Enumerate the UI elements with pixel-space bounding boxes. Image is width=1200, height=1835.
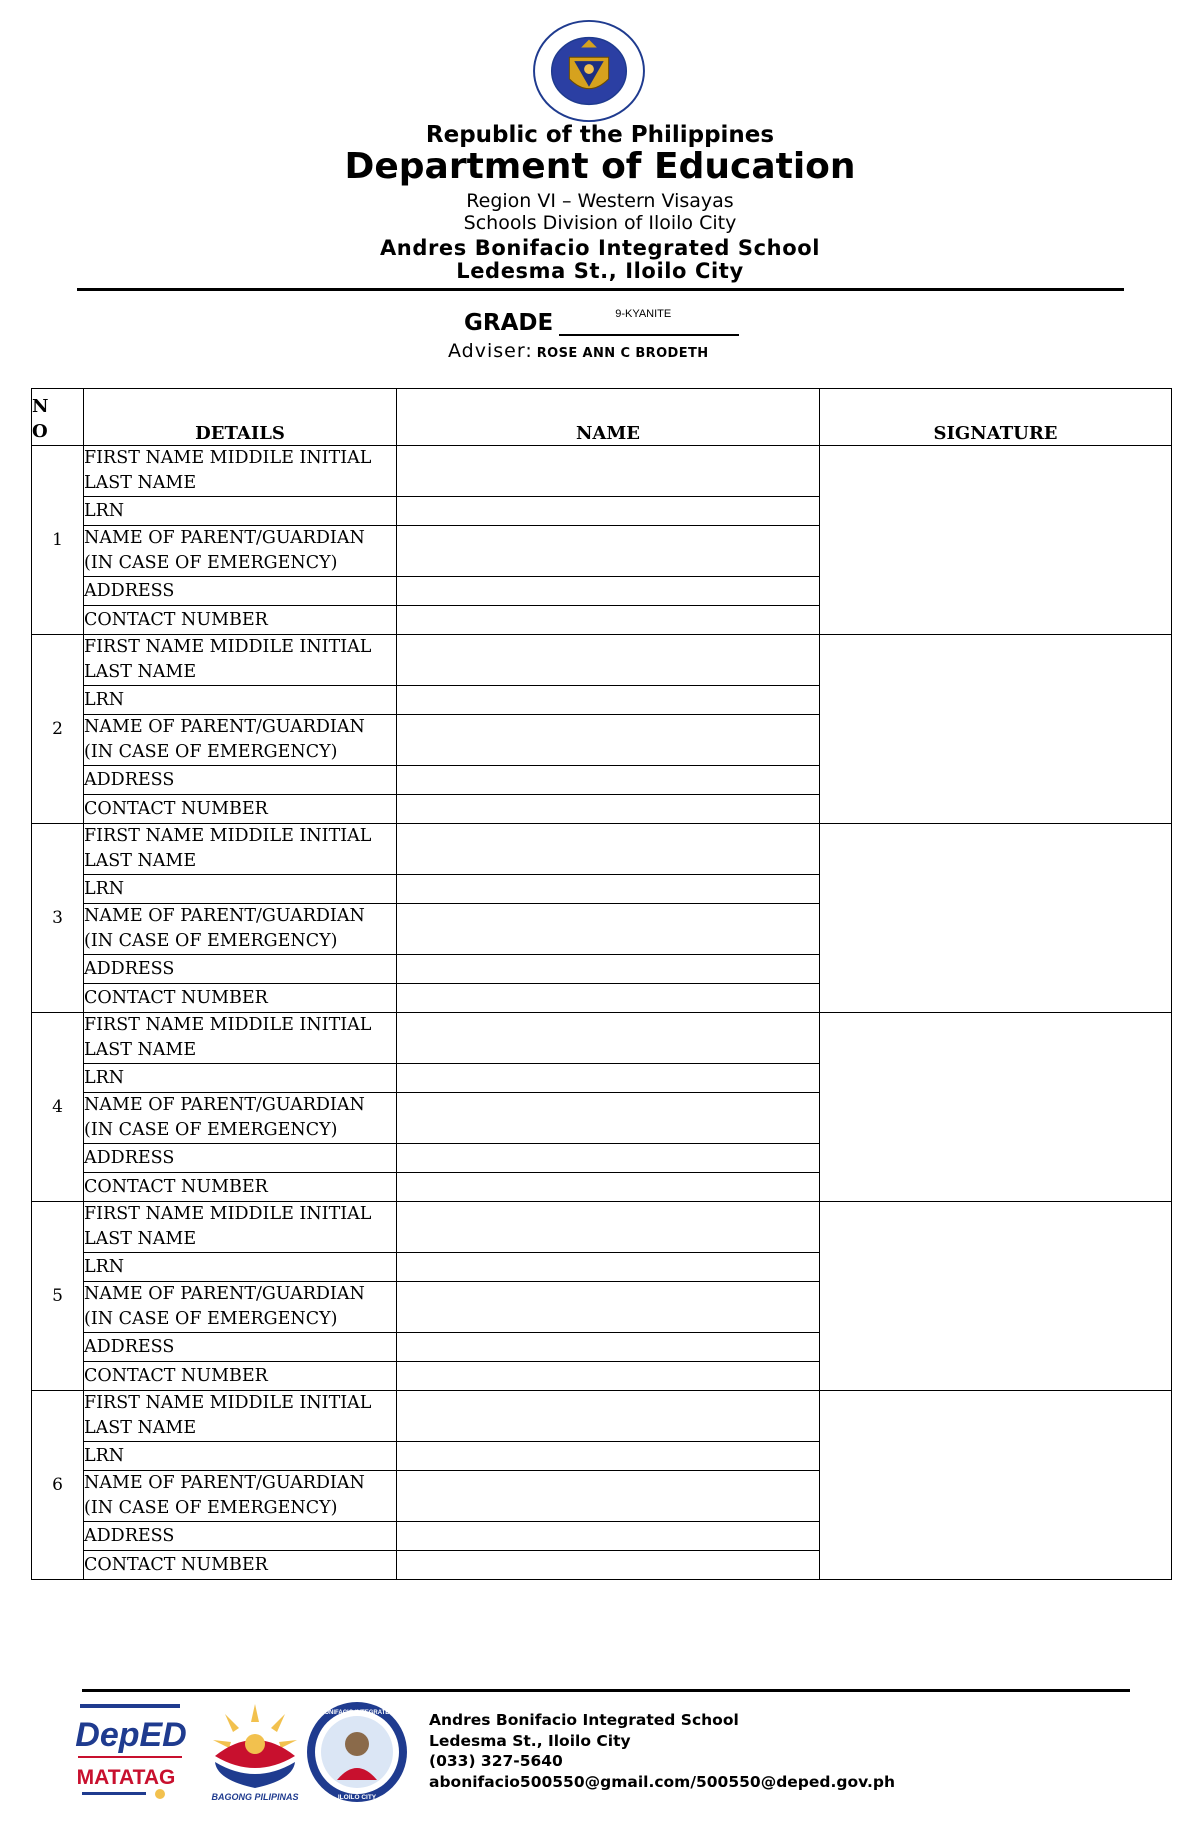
first-name-label-line: FIRST NAME MIDDILE INITIAL: [84, 1204, 372, 1224]
lrn-label: [84, 686, 397, 715]
bagong-pilipinas-logo: [205, 1700, 305, 1804]
address-label: [84, 1522, 397, 1551]
parent-guardian-label-line: (IN CASE OF EMERGENCY): [84, 1498, 338, 1518]
contact-label: [84, 1551, 397, 1580]
school-name: Andres Bonifacio Integrated School: [379, 236, 821, 260]
table-row: [32, 1202, 1172, 1253]
address-field[interactable]: [397, 766, 820, 795]
table-row: [32, 1391, 1172, 1442]
parent-guardian-label-line: NAME OF PARENT/GUARDIAN: [84, 1473, 365, 1493]
address-label-line: ADDRESS: [84, 1337, 175, 1357]
first-name-label-line: FIRST NAME MIDDILE INITIAL: [84, 826, 372, 846]
full-name-field[interactable]: [397, 1013, 820, 1064]
parent-guardian-label: [84, 526, 397, 577]
first-name-label-line: FIRST NAME MIDDILE INITIAL: [84, 1393, 372, 1413]
entry-number: 2: [32, 635, 84, 824]
parent-guardian-label-line: (IN CASE OF EMERGENCY): [84, 931, 338, 951]
contact-label-line: CONTACT NUMBER: [84, 799, 268, 819]
address-label: [84, 766, 397, 795]
lrn-field[interactable]: [397, 686, 820, 715]
col-header-signature: SIGNATURE: [820, 389, 1172, 446]
parent-guardian-label-line: (IN CASE OF EMERGENCY): [84, 553, 338, 573]
table-row: [32, 824, 1172, 875]
address-label-line: ADDRESS: [84, 770, 175, 790]
contact-field[interactable]: [397, 1173, 820, 1202]
footer-divider: [82, 1689, 1130, 1692]
parent-guardian-label: [84, 1282, 397, 1333]
entry-number: 1: [32, 446, 84, 635]
address-label: [84, 1144, 397, 1173]
parent-guardian-field[interactable]: [397, 1093, 820, 1144]
signature-field[interactable]: [820, 635, 1172, 824]
contact-field[interactable]: [397, 984, 820, 1013]
lrn-label: [84, 497, 397, 526]
contact-label: [84, 984, 397, 1013]
table-header-row: [32, 389, 1172, 446]
col-header-details: DETAILS: [84, 389, 397, 446]
contact-label: [84, 1173, 397, 1202]
parent-guardian-label: [84, 1093, 397, 1144]
first-name-label: [84, 824, 397, 875]
lrn-field[interactable]: [397, 875, 820, 904]
first-name-label-line: LAST NAME: [84, 1040, 197, 1060]
parent-guardian-label-line: (IN CASE OF EMERGENCY): [84, 1309, 338, 1329]
footer-school: Andres Bonifacio Integrated School: [429, 1711, 739, 1729]
first-name-label-line: FIRST NAME MIDDILE INITIAL: [84, 448, 372, 468]
parent-guardian-label-line: NAME OF PARENT/GUARDIAN: [84, 528, 365, 548]
entry-number: 6: [32, 1391, 84, 1580]
deped-seal-logo: [530, 18, 648, 124]
col-header-name: NAME: [397, 389, 820, 446]
parent-guardian-label-line: (IN CASE OF EMERGENCY): [84, 1120, 338, 1140]
footer-phone: (033) 327-5640: [429, 1752, 563, 1770]
lrn-label-line: LRN: [84, 1446, 125, 1466]
grade-line: [464, 308, 739, 336]
first-name-label-line: FIRST NAME MIDDILE INITIAL: [84, 637, 372, 657]
signature-field[interactable]: [820, 824, 1172, 1013]
lrn-field[interactable]: [397, 1064, 820, 1093]
grade-blank[interactable]: [559, 308, 739, 336]
first-name-label-line: LAST NAME: [84, 1229, 197, 1249]
address-field[interactable]: [397, 1144, 820, 1173]
contact-label: [84, 1362, 397, 1391]
department-title: Department of Education: [344, 146, 856, 187]
full-name-field[interactable]: [397, 824, 820, 875]
first-name-label: [84, 1013, 397, 1064]
entry-number: 4: [32, 1013, 84, 1202]
contact-label-line: CONTACT NUMBER: [84, 1177, 268, 1197]
address-field[interactable]: [397, 1522, 820, 1551]
lrn-label-line: LRN: [84, 1068, 125, 1088]
contact-field[interactable]: [397, 606, 820, 635]
region-text: Region VI – Western Visayas: [466, 190, 734, 212]
footer-contact: [429, 1710, 895, 1792]
lrn-label: [84, 1064, 397, 1093]
parent-guardian-field[interactable]: [397, 1282, 820, 1333]
student-info-table: [31, 388, 1172, 1580]
lrn-label-line: LRN: [84, 501, 125, 521]
contact-field[interactable]: [397, 1362, 820, 1391]
table-row: [32, 1013, 1172, 1064]
adviser-label: Adviser:: [448, 340, 533, 362]
address-label-line: ADDRESS: [84, 1148, 175, 1168]
parent-guardian-label-line: NAME OF PARENT/GUARDIAN: [84, 717, 365, 737]
svg-text:DepED: DepED: [75, 1716, 187, 1754]
parent-guardian-label-line: NAME OF PARENT/GUARDIAN: [84, 906, 365, 926]
first-name-label-line: LAST NAME: [84, 473, 197, 493]
parent-guardian-label: [84, 904, 397, 955]
full-name-field[interactable]: [397, 1391, 820, 1442]
signature-field[interactable]: [820, 1202, 1172, 1391]
contact-field[interactable]: [397, 795, 820, 824]
grade-value: 9-KYANITE: [615, 308, 672, 320]
lrn-label-line: LRN: [84, 1257, 125, 1277]
entry-number: 3: [32, 824, 84, 1013]
lrn-label: [84, 1442, 397, 1471]
first-name-label: [84, 1391, 397, 1442]
first-name-label: [84, 1202, 397, 1253]
adviser-value: ROSE ANN C BRODETH: [536, 346, 709, 361]
footer-address: Ledesma St., Iloilo City: [429, 1731, 631, 1750]
lrn-field[interactable]: [397, 1442, 820, 1471]
table-row: [32, 635, 1172, 686]
first-name-label-line: LAST NAME: [84, 851, 197, 871]
table-row: [32, 446, 1172, 497]
contact-label: [84, 606, 397, 635]
full-name-field[interactable]: [397, 446, 820, 497]
address-field[interactable]: [397, 1333, 820, 1362]
entry-number: 5: [32, 1202, 84, 1391]
address-label-line: ADDRESS: [84, 581, 175, 601]
svg-text:ILOILO CITY: ILOILO CITY: [337, 1794, 377, 1801]
contact-label-line: CONTACT NUMBER: [84, 610, 268, 630]
first-name-label-line: LAST NAME: [84, 662, 197, 682]
address-field[interactable]: [397, 955, 820, 984]
lrn-label-line: LRN: [84, 879, 125, 899]
school-address: Ledesma St., Iloilo City: [456, 259, 744, 283]
parent-guardian-label: [84, 1471, 397, 1522]
signature-field[interactable]: [820, 1391, 1172, 1580]
full-name-field[interactable]: [397, 635, 820, 686]
contact-label-line: CONTACT NUMBER: [84, 988, 268, 1008]
header-divider: [77, 288, 1124, 291]
col-header-no: N O: [32, 389, 84, 446]
lrn-label: [84, 1253, 397, 1282]
address-label-line: ADDRESS: [84, 1526, 175, 1546]
address-label: [84, 955, 397, 984]
svg-text:MATATAG: MATATAG: [76, 1766, 176, 1789]
division-text: Schools Division of Iloilo City: [463, 212, 737, 234]
lrn-field[interactable]: [397, 497, 820, 526]
full-name-field[interactable]: [397, 1202, 820, 1253]
lrn-field[interactable]: [397, 1253, 820, 1282]
parent-guardian-field[interactable]: [397, 1471, 820, 1522]
republic-title: Republic of the Philippines: [425, 122, 775, 148]
address-label-line: ADDRESS: [84, 959, 175, 979]
grade-label: GRADE: [464, 310, 554, 336]
contact-label-line: CONTACT NUMBER: [84, 1366, 268, 1386]
svg-text:ANDRES BONIFACIO INTEGRATED SC: ANDRES BONIFACIO INTEGRATED SCHOOL: [293, 1710, 421, 1716]
deped-matatag-logo: [75, 1702, 187, 1802]
parent-guardian-field[interactable]: [397, 526, 820, 577]
first-name-label-line: LAST NAME: [84, 1418, 197, 1438]
svg-text:BAGONG PILIPINAS: BAGONG PILIPINAS: [211, 1792, 299, 1802]
address-label: [84, 1333, 397, 1362]
parent-guardian-label-line: NAME OF PARENT/GUARDIAN: [84, 1284, 365, 1304]
footer-email[interactable]: abonifacio500550@gmail.com/500550@deped.gov.ph: [429, 1772, 895, 1791]
school-seal-logo: [293, 1700, 421, 1804]
contact-field[interactable]: [397, 1551, 820, 1580]
parent-guardian-label: [84, 715, 397, 766]
adviser-line: [448, 340, 709, 362]
lrn-label: [84, 875, 397, 904]
first-name-label-line: FIRST NAME MIDDILE INITIAL: [84, 1015, 372, 1035]
signature-field[interactable]: [820, 446, 1172, 635]
parent-guardian-label-line: NAME OF PARENT/GUARDIAN: [84, 1095, 365, 1115]
parent-guardian-label-line: (IN CASE OF EMERGENCY): [84, 742, 338, 762]
signature-field[interactable]: [820, 1013, 1172, 1202]
parent-guardian-field[interactable]: [397, 904, 820, 955]
address-field[interactable]: [397, 577, 820, 606]
first-name-label: [84, 446, 397, 497]
parent-guardian-field[interactable]: [397, 715, 820, 766]
contact-label-line: CONTACT NUMBER: [84, 1555, 268, 1575]
lrn-label-line: LRN: [84, 690, 125, 710]
address-label: [84, 577, 397, 606]
contact-label: [84, 795, 397, 824]
first-name-label: [84, 635, 397, 686]
